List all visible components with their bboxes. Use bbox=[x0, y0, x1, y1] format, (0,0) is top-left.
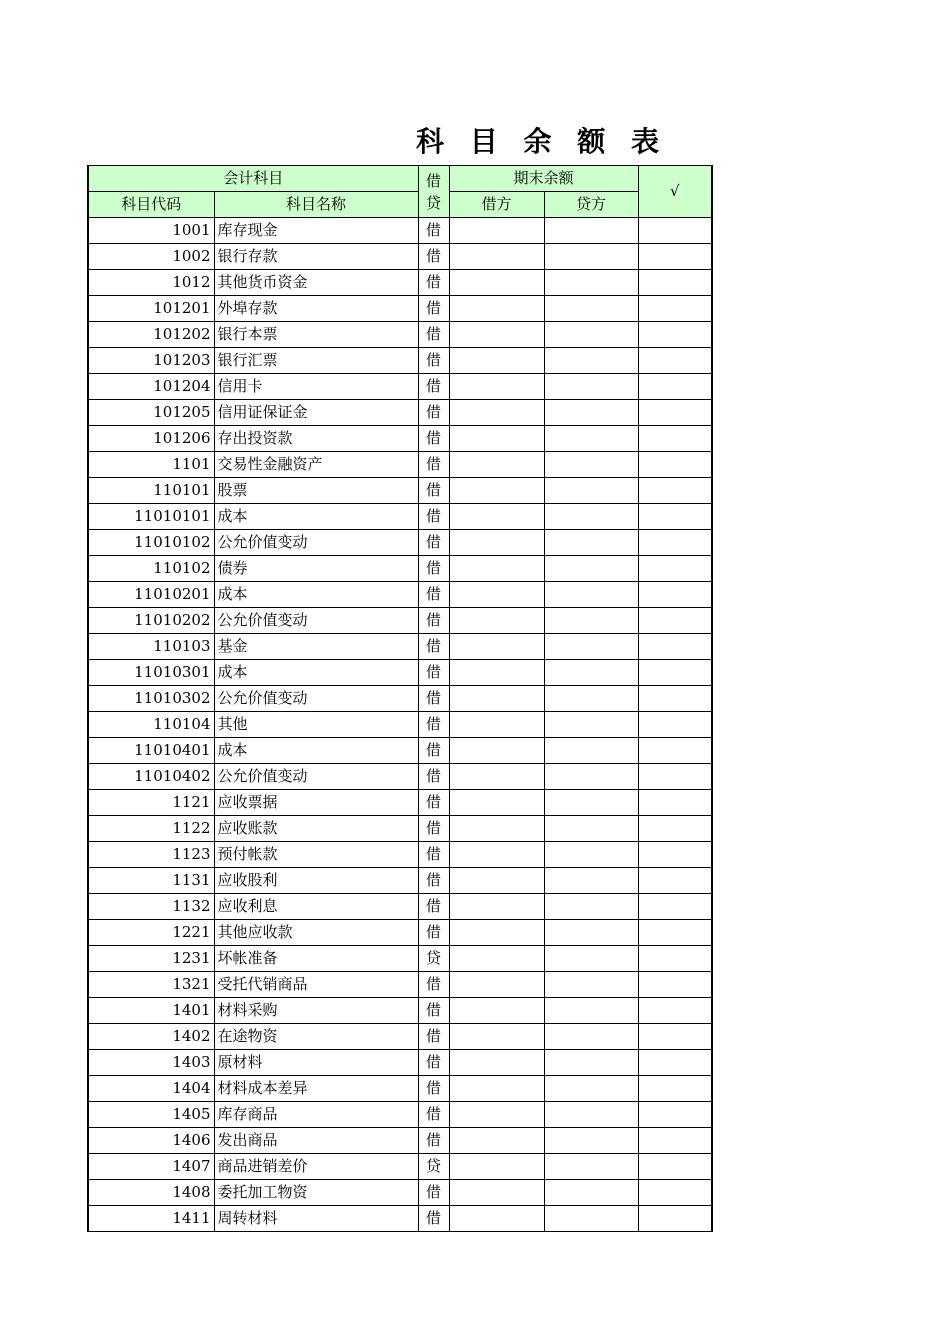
check-cell[interactable] bbox=[638, 244, 712, 270]
account-code-cell: 110103 bbox=[88, 634, 214, 660]
credit-header: 贷方 bbox=[544, 192, 638, 218]
check-cell[interactable] bbox=[638, 218, 712, 244]
credit-balance-cell[interactable] bbox=[544, 1102, 638, 1128]
account-code-cell: 101205 bbox=[88, 400, 214, 426]
check-cell[interactable] bbox=[638, 686, 712, 712]
table-row bbox=[88, 1206, 712, 1232]
account-name-cell: 委托加工物资 bbox=[214, 1180, 418, 1206]
page-title: 科 目 余 额 表 bbox=[416, 125, 667, 158]
credit-balance-cell[interactable] bbox=[544, 842, 638, 868]
credit-balance-cell[interactable] bbox=[544, 946, 638, 972]
account-code-cell: 101201 bbox=[88, 296, 214, 322]
table-row bbox=[88, 348, 712, 374]
table-row bbox=[88, 764, 712, 790]
credit-balance-cell[interactable] bbox=[544, 790, 638, 816]
debit-balance-cell[interactable] bbox=[449, 764, 544, 790]
direction-cell: 借 bbox=[418, 556, 449, 582]
direction-cell: 借 bbox=[418, 790, 449, 816]
account-code-cell: 11010202 bbox=[88, 608, 214, 634]
account-name-cell: 存出投资款 bbox=[214, 426, 418, 452]
account-code-cell: 101204 bbox=[88, 374, 214, 400]
direction-cell: 借 bbox=[418, 868, 449, 894]
table-row bbox=[88, 1024, 712, 1050]
debit-balance-cell[interactable] bbox=[449, 738, 544, 764]
direction-cell: 借 bbox=[418, 1024, 449, 1050]
account-name-cell: 成本 bbox=[214, 738, 418, 764]
credit-balance-cell[interactable] bbox=[544, 972, 638, 998]
account-code-cell: 1132 bbox=[88, 894, 214, 920]
direction-cell: 借 bbox=[418, 400, 449, 426]
credit-balance-cell[interactable] bbox=[544, 400, 638, 426]
direction-cell: 借 bbox=[418, 660, 449, 686]
debit-balance-cell[interactable] bbox=[449, 556, 544, 582]
account-code-cell: 1403 bbox=[88, 1050, 214, 1076]
account-name-cell: 其他 bbox=[214, 712, 418, 738]
credit-balance-cell[interactable] bbox=[544, 1206, 638, 1232]
direction-cell: 借 bbox=[418, 842, 449, 868]
table-row bbox=[88, 426, 712, 452]
debit-balance-cell[interactable] bbox=[449, 530, 544, 556]
check-cell[interactable] bbox=[638, 504, 712, 530]
account-code-cell: 1001 bbox=[88, 218, 214, 244]
credit-balance-cell[interactable] bbox=[544, 686, 638, 712]
check-cell[interactable] bbox=[638, 894, 712, 920]
direction-cell: 借 bbox=[418, 1050, 449, 1076]
table-row bbox=[88, 322, 712, 348]
account-code-cell: 1402 bbox=[88, 1024, 214, 1050]
account-code-cell: 101202 bbox=[88, 322, 214, 348]
credit-balance-cell[interactable] bbox=[544, 1154, 638, 1180]
check-cell[interactable] bbox=[638, 1206, 712, 1232]
direction-cell: 借 bbox=[418, 504, 449, 530]
account-name-cell: 其他应收款 bbox=[214, 920, 418, 946]
debit-balance-cell[interactable] bbox=[449, 634, 544, 660]
account-code-cell: 1131 bbox=[88, 868, 214, 894]
debit-balance-cell[interactable] bbox=[449, 452, 544, 478]
check-cell[interactable] bbox=[638, 478, 712, 504]
debit-balance-cell[interactable] bbox=[449, 374, 544, 400]
table-row bbox=[88, 660, 712, 686]
debit-balance-cell[interactable] bbox=[449, 1180, 544, 1206]
direction-cell: 借 bbox=[418, 920, 449, 946]
check-cell[interactable] bbox=[638, 1024, 712, 1050]
account-code-cell: 101206 bbox=[88, 426, 214, 452]
table-row bbox=[88, 972, 712, 998]
check-cell[interactable] bbox=[638, 400, 712, 426]
check-cell[interactable] bbox=[638, 530, 712, 556]
table-row bbox=[88, 920, 712, 946]
direction-header-top: 借 bbox=[425, 171, 441, 190]
table-row bbox=[88, 244, 712, 270]
direction-cell: 借 bbox=[418, 1180, 449, 1206]
debit-balance-cell[interactable] bbox=[449, 946, 544, 972]
check-cell[interactable] bbox=[638, 1050, 712, 1076]
check-cell[interactable] bbox=[638, 1128, 712, 1154]
account-name-cell: 原材料 bbox=[214, 1050, 418, 1076]
table-row bbox=[88, 556, 712, 582]
direction-cell: 借 bbox=[418, 348, 449, 374]
account-code-cell: 1123 bbox=[88, 842, 214, 868]
account-name-cell: 信用证保证金 bbox=[214, 400, 418, 426]
check-cell[interactable] bbox=[638, 426, 712, 452]
check-cell[interactable] bbox=[638, 790, 712, 816]
direction-cell: 借 bbox=[418, 608, 449, 634]
account-name-cell: 银行汇票 bbox=[214, 348, 418, 374]
check-cell[interactable] bbox=[638, 946, 712, 972]
credit-balance-cell[interactable] bbox=[544, 374, 638, 400]
direction-cell: 借 bbox=[418, 764, 449, 790]
account-name-cell: 周转材料 bbox=[214, 1206, 418, 1232]
direction-cell: 借 bbox=[418, 452, 449, 478]
account-name-cell: 应收账款 bbox=[214, 816, 418, 842]
table-row bbox=[88, 894, 712, 920]
account-name-cell: 公允价值变动 bbox=[214, 608, 418, 634]
credit-balance-cell[interactable] bbox=[544, 1180, 638, 1206]
direction-cell: 借 bbox=[418, 998, 449, 1024]
account-code-cell: 1407 bbox=[88, 1154, 214, 1180]
debit-balance-cell[interactable] bbox=[449, 244, 544, 270]
account-code-cell: 1408 bbox=[88, 1180, 214, 1206]
account-code-cell: 1411 bbox=[88, 1206, 214, 1232]
credit-balance-cell[interactable] bbox=[544, 478, 638, 504]
debit-balance-cell[interactable] bbox=[449, 504, 544, 530]
debit-balance-cell[interactable] bbox=[449, 1076, 544, 1102]
account-balance-table bbox=[87, 165, 713, 1232]
account-code-cell: 1406 bbox=[88, 1128, 214, 1154]
table-row bbox=[88, 998, 712, 1024]
table-row bbox=[88, 1128, 712, 1154]
account-name-cell: 库存商品 bbox=[214, 1102, 418, 1128]
direction-cell: 借 bbox=[418, 1076, 449, 1102]
check-cell[interactable] bbox=[638, 296, 712, 322]
account-code-cell: 110101 bbox=[88, 478, 214, 504]
credit-balance-cell[interactable] bbox=[544, 920, 638, 946]
account-name-cell: 成本 bbox=[214, 660, 418, 686]
check-cell[interactable] bbox=[638, 1076, 712, 1102]
debit-balance-cell[interactable] bbox=[449, 1206, 544, 1232]
account-code-cell: 110102 bbox=[88, 556, 214, 582]
table-row bbox=[88, 712, 712, 738]
check-cell[interactable] bbox=[638, 816, 712, 842]
account-name-cell: 银行存款 bbox=[214, 244, 418, 270]
check-cell[interactable] bbox=[638, 374, 712, 400]
debit-balance-cell[interactable] bbox=[449, 1050, 544, 1076]
debit-balance-cell[interactable] bbox=[449, 686, 544, 712]
table-row bbox=[88, 296, 712, 322]
check-cell[interactable] bbox=[638, 582, 712, 608]
account-name-cell: 其他货币资金 bbox=[214, 270, 418, 296]
direction-cell: 借 bbox=[418, 374, 449, 400]
table-row bbox=[88, 946, 712, 972]
account-name-cell: 库存现金 bbox=[214, 218, 418, 244]
debit-balance-cell[interactable] bbox=[449, 348, 544, 374]
direction-cell: 借 bbox=[418, 712, 449, 738]
debit-balance-cell[interactable] bbox=[449, 400, 544, 426]
table-row bbox=[88, 738, 712, 764]
check-cell[interactable] bbox=[638, 764, 712, 790]
account-code-cell: 1121 bbox=[88, 790, 214, 816]
table-row bbox=[88, 608, 712, 634]
account-group-header: 会计科目 bbox=[88, 166, 418, 192]
account-name-cell: 银行本票 bbox=[214, 322, 418, 348]
account-name-cell: 受托代销商品 bbox=[214, 972, 418, 998]
credit-balance-cell[interactable] bbox=[544, 998, 638, 1024]
account-name-cell: 材料采购 bbox=[214, 998, 418, 1024]
direction-cell: 借 bbox=[418, 322, 449, 348]
account-name-cell: 在途物资 bbox=[214, 1024, 418, 1050]
account-code-cell: 1101 bbox=[88, 452, 214, 478]
direction-cell: 借 bbox=[418, 478, 449, 504]
credit-balance-cell[interactable] bbox=[544, 426, 638, 452]
account-code-cell: 1321 bbox=[88, 972, 214, 998]
debit-balance-cell[interactable] bbox=[449, 218, 544, 244]
account-code-cell: 11010302 bbox=[88, 686, 214, 712]
account-name-cell: 应收票据 bbox=[214, 790, 418, 816]
account-code-cell: 1405 bbox=[88, 1102, 214, 1128]
debit-balance-cell[interactable] bbox=[449, 660, 544, 686]
check-cell[interactable] bbox=[638, 972, 712, 998]
check-cell[interactable] bbox=[638, 1154, 712, 1180]
account-name-cell: 坏帐准备 bbox=[214, 946, 418, 972]
account-code-cell: 11010102 bbox=[88, 530, 214, 556]
direction-cell: 贷 bbox=[418, 1154, 449, 1180]
table-row bbox=[88, 816, 712, 842]
debit-balance-cell[interactable] bbox=[449, 322, 544, 348]
credit-balance-cell[interactable] bbox=[544, 556, 638, 582]
account-name-cell: 材料成本差异 bbox=[214, 1076, 418, 1102]
direction-cell: 借 bbox=[418, 530, 449, 556]
debit-balance-cell[interactable] bbox=[449, 1128, 544, 1154]
name-header: 科目名称 bbox=[214, 192, 418, 218]
credit-balance-cell[interactable] bbox=[544, 712, 638, 738]
account-name-cell: 交易性金融资产 bbox=[214, 452, 418, 478]
credit-balance-cell[interactable] bbox=[544, 1076, 638, 1102]
debit-balance-cell[interactable] bbox=[449, 296, 544, 322]
check-cell[interactable] bbox=[638, 868, 712, 894]
credit-balance-cell[interactable] bbox=[544, 348, 638, 374]
table-row bbox=[88, 1102, 712, 1128]
check-cell[interactable] bbox=[638, 712, 712, 738]
account-name-cell: 基金 bbox=[214, 634, 418, 660]
credit-balance-cell[interactable] bbox=[544, 1128, 638, 1154]
credit-balance-cell[interactable] bbox=[544, 244, 638, 270]
account-name-cell: 预付帐款 bbox=[214, 842, 418, 868]
table-row bbox=[88, 1076, 712, 1102]
check-cell[interactable] bbox=[638, 738, 712, 764]
credit-balance-cell[interactable] bbox=[544, 868, 638, 894]
credit-balance-cell[interactable] bbox=[544, 660, 638, 686]
credit-balance-cell[interactable] bbox=[544, 608, 638, 634]
direction-cell: 借 bbox=[418, 1206, 449, 1232]
debit-balance-cell[interactable] bbox=[449, 790, 544, 816]
table-row bbox=[88, 790, 712, 816]
direction-cell: 借 bbox=[418, 738, 449, 764]
credit-balance-cell[interactable] bbox=[544, 764, 638, 790]
credit-balance-cell[interactable] bbox=[544, 530, 638, 556]
table-row bbox=[88, 452, 712, 478]
credit-balance-cell[interactable] bbox=[544, 504, 638, 530]
account-code-cell: 1002 bbox=[88, 244, 214, 270]
debit-header: 借方 bbox=[449, 192, 544, 218]
debit-balance-cell[interactable] bbox=[449, 1154, 544, 1180]
debit-balance-cell[interactable] bbox=[449, 270, 544, 296]
account-name-cell: 应收利息 bbox=[214, 894, 418, 920]
check-cell[interactable] bbox=[638, 608, 712, 634]
account-code-cell: 1231 bbox=[88, 946, 214, 972]
check-cell[interactable] bbox=[638, 1102, 712, 1128]
account-code-cell: 1401 bbox=[88, 998, 214, 1024]
check-cell[interactable] bbox=[638, 634, 712, 660]
direction-cell: 借 bbox=[418, 816, 449, 842]
check-cell[interactable] bbox=[638, 998, 712, 1024]
account-name-cell: 外埠存款 bbox=[214, 296, 418, 322]
debit-balance-cell[interactable] bbox=[449, 478, 544, 504]
check-cell[interactable] bbox=[638, 348, 712, 374]
direction-cell: 借 bbox=[418, 634, 449, 660]
account-name-cell: 成本 bbox=[214, 504, 418, 530]
account-name-cell: 公允价值变动 bbox=[214, 764, 418, 790]
direction-cell: 借 bbox=[418, 894, 449, 920]
debit-balance-cell[interactable] bbox=[449, 868, 544, 894]
code-header: 科目代码 bbox=[88, 192, 214, 218]
direction-header-bottom: 贷 bbox=[425, 193, 441, 212]
check-cell[interactable] bbox=[638, 322, 712, 348]
debit-balance-cell[interactable] bbox=[449, 1024, 544, 1050]
account-name-cell: 公允价值变动 bbox=[214, 530, 418, 556]
table-row bbox=[88, 400, 712, 426]
direction-cell: 借 bbox=[418, 218, 449, 244]
credit-balance-cell[interactable] bbox=[544, 218, 638, 244]
table-row bbox=[88, 504, 712, 530]
debit-balance-cell[interactable] bbox=[449, 1102, 544, 1128]
table-row bbox=[88, 1050, 712, 1076]
debit-balance-cell[interactable] bbox=[449, 582, 544, 608]
account-name-cell: 发出商品 bbox=[214, 1128, 418, 1154]
direction-cell: 借 bbox=[418, 296, 449, 322]
debit-balance-cell[interactable] bbox=[449, 426, 544, 452]
credit-balance-cell[interactable] bbox=[544, 270, 638, 296]
check-cell[interactable] bbox=[638, 556, 712, 582]
balance-group-header: 期末余额 bbox=[449, 166, 638, 192]
table-row bbox=[88, 868, 712, 894]
direction-cell: 借 bbox=[418, 972, 449, 998]
debit-balance-cell[interactable] bbox=[449, 712, 544, 738]
account-code-cell: 1012 bbox=[88, 270, 214, 296]
table-row bbox=[88, 582, 712, 608]
table-row bbox=[88, 478, 712, 504]
table-row bbox=[88, 1180, 712, 1206]
credit-balance-cell[interactable] bbox=[544, 582, 638, 608]
account-code-cell: 1221 bbox=[88, 920, 214, 946]
check-cell[interactable] bbox=[638, 270, 712, 296]
account-code-cell: 11010201 bbox=[88, 582, 214, 608]
check-cell[interactable] bbox=[638, 920, 712, 946]
table-row bbox=[88, 1154, 712, 1180]
account-name-cell: 成本 bbox=[214, 582, 418, 608]
account-code-cell: 1404 bbox=[88, 1076, 214, 1102]
table-row bbox=[88, 686, 712, 712]
account-code-cell: 110104 bbox=[88, 712, 214, 738]
table-row bbox=[88, 270, 712, 296]
check-cell[interactable] bbox=[638, 1180, 712, 1206]
credit-balance-cell[interactable] bbox=[544, 452, 638, 478]
table-row bbox=[88, 634, 712, 660]
account-name-cell: 公允价值变动 bbox=[214, 686, 418, 712]
credit-balance-cell[interactable] bbox=[544, 894, 638, 920]
debit-balance-cell[interactable] bbox=[449, 894, 544, 920]
table-row bbox=[88, 374, 712, 400]
check-cell[interactable] bbox=[638, 660, 712, 686]
direction-cell: 借 bbox=[418, 1128, 449, 1154]
direction-cell: 贷 bbox=[418, 946, 449, 972]
direction-cell: 借 bbox=[418, 582, 449, 608]
debit-balance-cell[interactable] bbox=[449, 816, 544, 842]
credit-balance-cell[interactable] bbox=[544, 1024, 638, 1050]
account-name-cell: 商品进销差价 bbox=[214, 1154, 418, 1180]
credit-balance-cell[interactable] bbox=[544, 816, 638, 842]
account-code-cell: 1122 bbox=[88, 816, 214, 842]
table-row bbox=[88, 218, 712, 244]
check-cell[interactable] bbox=[638, 842, 712, 868]
debit-balance-cell[interactable] bbox=[449, 842, 544, 868]
check-cell[interactable] bbox=[638, 452, 712, 478]
account-name-cell: 应收股利 bbox=[214, 868, 418, 894]
account-code-cell: 11010101 bbox=[88, 504, 214, 530]
account-code-cell: 101203 bbox=[88, 348, 214, 374]
direction-cell: 借 bbox=[418, 270, 449, 296]
account-name-cell: 信用卡 bbox=[214, 374, 418, 400]
account-code-cell: 11010401 bbox=[88, 738, 214, 764]
debit-balance-cell[interactable] bbox=[449, 972, 544, 998]
debit-balance-cell[interactable] bbox=[449, 920, 544, 946]
direction-cell: 借 bbox=[418, 244, 449, 270]
table-row bbox=[88, 530, 712, 556]
account-code-cell: 11010402 bbox=[88, 764, 214, 790]
debit-balance-cell[interactable] bbox=[449, 608, 544, 634]
credit-balance-cell[interactable] bbox=[544, 1050, 638, 1076]
credit-balance-cell[interactable] bbox=[544, 296, 638, 322]
credit-balance-cell[interactable] bbox=[544, 322, 638, 348]
direction-header bbox=[418, 166, 449, 218]
header-row-1 bbox=[88, 166, 712, 192]
account-name-cell: 股票 bbox=[214, 478, 418, 504]
account-code-cell: 11010301 bbox=[88, 660, 214, 686]
direction-cell: 借 bbox=[418, 426, 449, 452]
table-row bbox=[88, 842, 712, 868]
check-mark-header: √ bbox=[638, 166, 712, 218]
direction-cell: 借 bbox=[418, 1102, 449, 1128]
direction-cell: 借 bbox=[418, 686, 449, 712]
account-name-cell: 债券 bbox=[214, 556, 418, 582]
debit-balance-cell[interactable] bbox=[449, 998, 544, 1024]
credit-balance-cell[interactable] bbox=[544, 738, 638, 764]
header-row-2 bbox=[88, 192, 712, 218]
credit-balance-cell[interactable] bbox=[544, 634, 638, 660]
